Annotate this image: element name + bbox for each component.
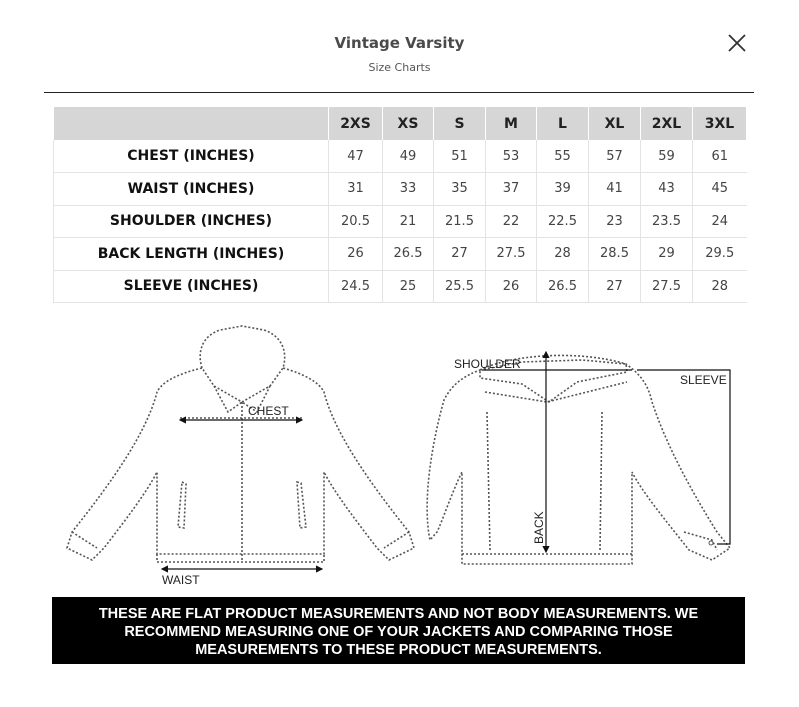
sleeve-label: SLEEVE [680, 373, 727, 387]
table-cell: 22.5 [537, 205, 589, 238]
back-label: BACK [532, 511, 546, 544]
table-cell: 24 [693, 205, 747, 238]
modal-title: Vintage Varsity [334, 34, 465, 52]
table-cell: 26.5 [383, 238, 434, 271]
front-jacket-illustration [67, 326, 414, 562]
table-row [54, 270, 747, 303]
size-header-l: L [537, 107, 589, 140]
table-cell: 20.5 [329, 205, 383, 238]
table-cell: 27.5 [486, 238, 537, 271]
table-cell: 31 [329, 173, 383, 206]
table-cell: 23.5 [641, 205, 693, 238]
table-cell: 33 [383, 173, 434, 206]
notice-line: THESE ARE FLAT PRODUCT MEASUREMENTS AND NOT BODY MEASUREMENTS. WE [98, 606, 699, 622]
table-row [54, 173, 747, 206]
jacket-measurement-diagram [52, 322, 745, 590]
table-cell: 27.5 [641, 270, 693, 303]
row-label-chest: CHEST (INCHES) [54, 140, 329, 173]
table-cell: 28 [693, 270, 747, 303]
waist-label: WAIST [162, 573, 200, 587]
size-header-xl: XL [589, 107, 641, 140]
chest-label: CHEST [248, 404, 289, 418]
table-cell: 24.5 [329, 270, 383, 303]
table-cell: 61 [693, 140, 747, 173]
table-cell: 57 [589, 140, 641, 173]
row-label-shoulder: SHOULDER (INCHES) [54, 205, 329, 238]
table-cell: 37 [486, 173, 537, 206]
table-cell: 21.5 [434, 205, 486, 238]
size-header-row [54, 107, 747, 140]
table-row [54, 238, 747, 271]
size-header-2xl: 2XL [641, 107, 693, 140]
notice-line: RECOMMEND MEASURING ONE OF YOUR JACKETS AND COMPARING THOSE [124, 624, 673, 640]
table-row [54, 205, 747, 238]
size-header-m: M [486, 107, 537, 140]
close-button[interactable] [724, 30, 750, 56]
modal-subtitle: Size Charts [368, 61, 431, 74]
table-cell: 45 [693, 173, 747, 206]
table-cell: 29 [641, 238, 693, 271]
table-cell: 23 [589, 205, 641, 238]
size-header-s: S [434, 107, 486, 140]
table-cell: 26 [486, 270, 537, 303]
table-cell: 35 [434, 173, 486, 206]
notice-line: MEASUREMENTS TO THESE PRODUCT MEASUREMENTS. [195, 642, 602, 658]
table-cell: 55 [537, 140, 589, 173]
table-cell: 28 [537, 238, 589, 271]
table-cell: 26 [329, 238, 383, 271]
table-cell: 25.5 [434, 270, 486, 303]
table-cell: 47 [329, 140, 383, 173]
size-chart-table [53, 107, 747, 303]
size-header-xs: XS [383, 107, 434, 140]
size-header-2xs: 2XS [329, 107, 383, 140]
row-label-sleeve: SLEEVE (INCHES) [54, 270, 329, 303]
table-cell: 49 [383, 140, 434, 173]
table-cell: 59 [641, 140, 693, 173]
table-row [54, 140, 747, 173]
table-cell: 51 [434, 140, 486, 173]
table-cell: 27 [589, 270, 641, 303]
table-cell: 28.5 [589, 238, 641, 271]
table-cell: 26.5 [537, 270, 589, 303]
table-cell: 29.5 [693, 238, 747, 271]
measurement-notice [52, 597, 745, 664]
row-label-back-length: BACK LENGTH (INCHES) [54, 238, 329, 271]
table-cell: 39 [537, 173, 589, 206]
row-label-waist: WAIST (INCHES) [54, 173, 329, 206]
table-cell: 41 [589, 173, 641, 206]
table-cell: 21 [383, 205, 434, 238]
header-divider [44, 92, 754, 93]
shoulder-label: SHOULDER [454, 357, 521, 371]
close-icon [724, 30, 750, 56]
table-cell: 43 [641, 173, 693, 206]
table-cell: 27 [434, 238, 486, 271]
table-cell: 22 [486, 205, 537, 238]
table-cell: 53 [486, 140, 537, 173]
table-cell: 25 [383, 270, 434, 303]
header-blank-cell [54, 107, 329, 140]
size-header-3xl: 3XL [693, 107, 747, 140]
